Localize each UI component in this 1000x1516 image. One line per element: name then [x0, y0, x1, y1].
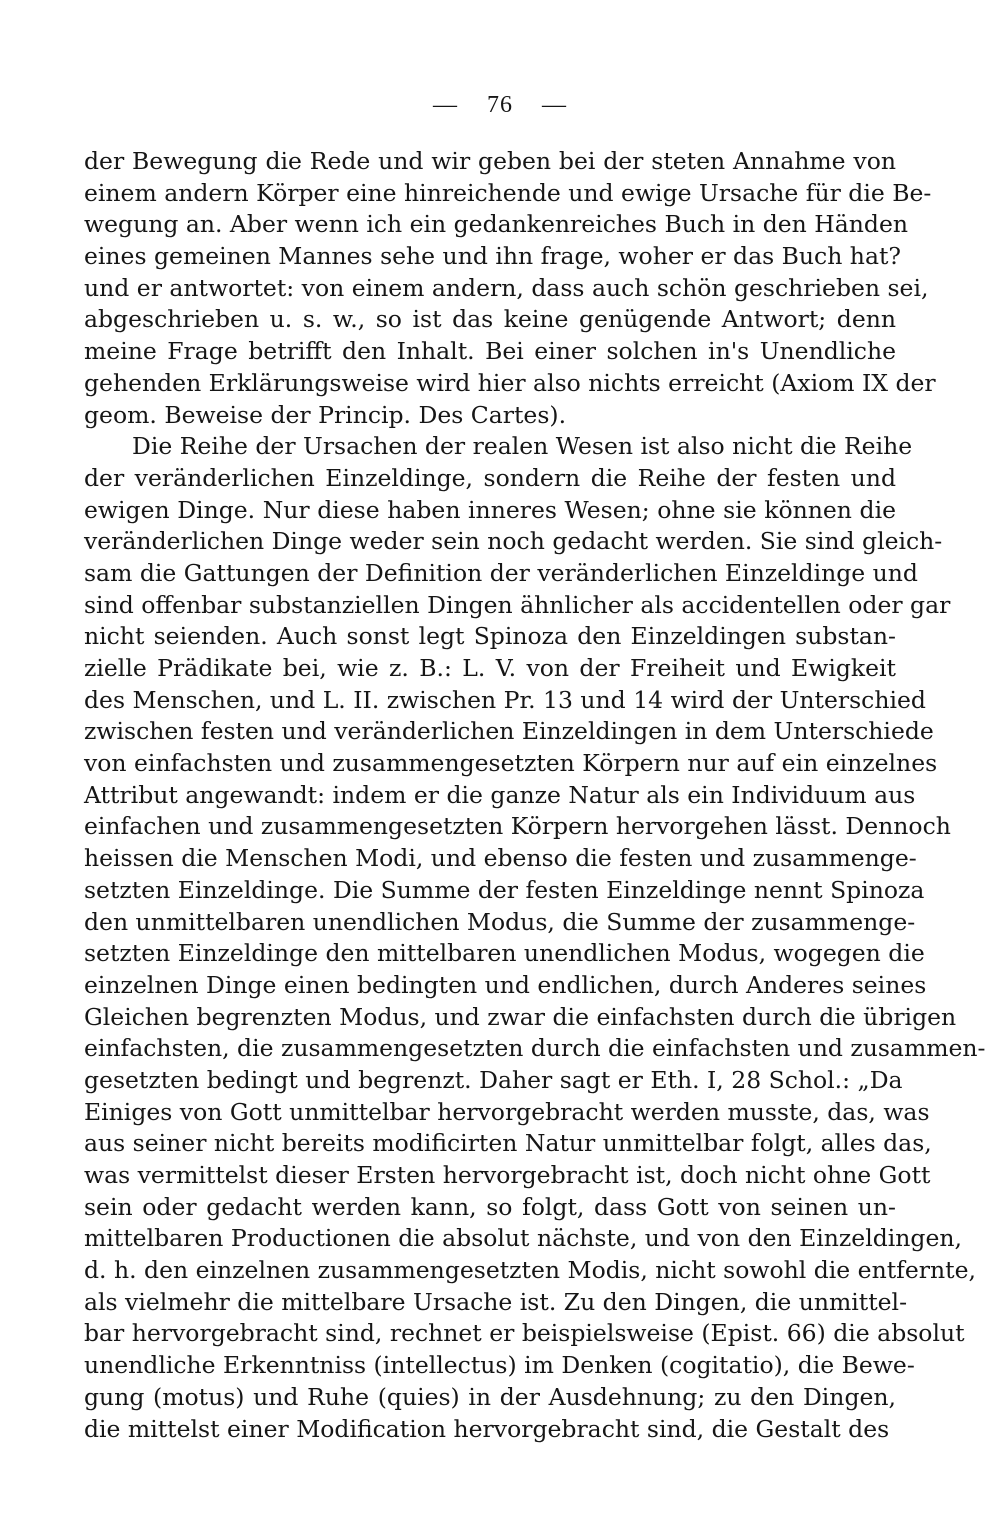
page-number: 76 [487, 92, 513, 118]
text-line: sind offenbar substanziellen Dingen ähnlicher als accidentellen oder gar [84, 590, 951, 619]
text-line: aus seiner nicht bereits modificirten Natur unmittelbar folgt, alles das, [84, 1129, 932, 1158]
text-line: einem andern Körper eine hinreichende und ewige Ursache für die Be- [84, 178, 932, 207]
text-line: sein oder gedacht werden kann, so folgt, dass Gott von seinen un- [84, 1192, 896, 1221]
text-line: gung (motus) und Ruhe (quies) in der Ausdehnung; zu den Dingen, [84, 1382, 896, 1411]
text-line: des Menschen, und L. II. zwischen Pr. 13 und 14 wird der Unterschied [84, 685, 926, 714]
text-line: veränderlichen Dinge weder sein noch gedacht werden. Sie sind gleich- [84, 527, 943, 556]
text-line: unendliche Erkenntniss (intellectus) im Denken (cogitatio), die Bewe- [84, 1351, 915, 1380]
text-line: den unmittelbaren unendlichen Modus, die Summe der zusammenge- [84, 907, 916, 936]
text-line: eines gemeinen Mannes sehe und ihn frage, woher er das Buch hat? [84, 242, 901, 271]
body-text [84, 146, 986, 1445]
text-line: nicht seienden. Auch sonst legt Spinoza den Einzeldingen substan- [84, 622, 896, 651]
text-line: der veränderlichen Einzeldinge, sondern die Reihe der festen und [84, 463, 896, 492]
text-line: einfachsten, die zusammengesetzten durch die einfachsten und zusammen- [84, 1034, 986, 1063]
header-dash-left: — [433, 92, 458, 118]
text-line: Gleichen begrenzten Modus, und zwar die einfachsten durch die übrigen [84, 1002, 957, 1031]
paragraph [84, 431, 986, 1445]
text-line: Die Reihe der Ursachen der realen Wesen ist also nicht die Reihe [132, 432, 913, 461]
text-line: bar hervorgebracht sind, rechnet er beispielsweise (Epist. 66) die absolut [84, 1319, 965, 1348]
paragraph [84, 146, 936, 431]
text-line: zielle Prädikate bei, wie z. B.: L. V. von der Freiheit und Ewigkeit [84, 654, 896, 682]
text-line: d. h. den einzelnen zusammengesetzten Modis, nicht sowohl die entfernte, [84, 1256, 976, 1285]
text-line: was vermittelst dieser Ersten hervorgebracht ist, doch nicht ohne Gott [84, 1161, 931, 1189]
text-line: zwischen festen und veränderlichen Einzeldingen in dem Unterschiede [84, 717, 934, 746]
text-line: Attribut angewandt: indem er die ganze Natur als ein Individuum aus [84, 780, 916, 809]
text-line: abgeschrieben u. s. w., so ist das keine genügende Antwort; denn [84, 305, 896, 334]
text-line: von einfachsten und zusammengesetzten Körpern nur auf ein einzelnes [84, 749, 938, 778]
text-line: heissen die Menschen Modi, und ebenso die festen und zusammenge- [84, 844, 917, 873]
text-line: einzelnen Dinge einen bedingten und endlichen, durch Anderes seines [84, 970, 927, 999]
text-line: der Bewegung die Rede und wir geben bei der steten Annahme von [84, 147, 896, 175]
text-line: einfachen und zusammengesetzten Körpern hervorgehen lässt. Dennoch [84, 812, 951, 841]
text-line: geom. Beweise der Princip. Des Cartes). [84, 400, 567, 429]
text-line: gehenden Erklärungsweise wird hier also nichts erreicht (Axiom IX der [84, 368, 936, 397]
page-header [0, 92, 1000, 119]
text-line: ewigen Dinge. Nur diese haben inneres Wesen; ohne sie können die [84, 495, 896, 524]
text-line: setzten Einzeldinge den mittelbaren unendlichen Modus, wogegen die [84, 939, 925, 968]
text-line: gesetzten bedingt und begrenzt. Daher sagt er Eth. I, 28 Schol.: „Da [84, 1065, 903, 1094]
text-line: mittelbaren Productionen die absolut nächste, und von den Einzeldingen, [84, 1224, 962, 1253]
text-line: Einiges von Gott unmittelbar hervorgebracht werden musste, das, was [84, 1097, 930, 1126]
text-line: wegung an. Aber wenn ich ein gedankenreiches Buch in den Händen [84, 210, 909, 239]
text-line: setzten Einzeldinge. Die Summe der festen Einzeldinge nennt Spinoza [84, 875, 925, 904]
text-line: die mittelst einer Modification hervorgebracht sind, die Gestalt des [84, 1414, 890, 1443]
text-line: als vielmehr die mittelbare Ursache ist. Zu den Dingen, die unmittel- [84, 1287, 908, 1316]
text-line: sam die Gattungen der Definition der veränderlichen Einzeldinge und [84, 558, 918, 587]
header-dash-right: — [542, 92, 567, 118]
text-line: meine Frage betrifft den Inhalt. Bei einer solchen in's Unendliche [84, 337, 896, 366]
text-line: und er antwortet: von einem andern, dass auch schön geschrieben sei, [84, 273, 929, 302]
